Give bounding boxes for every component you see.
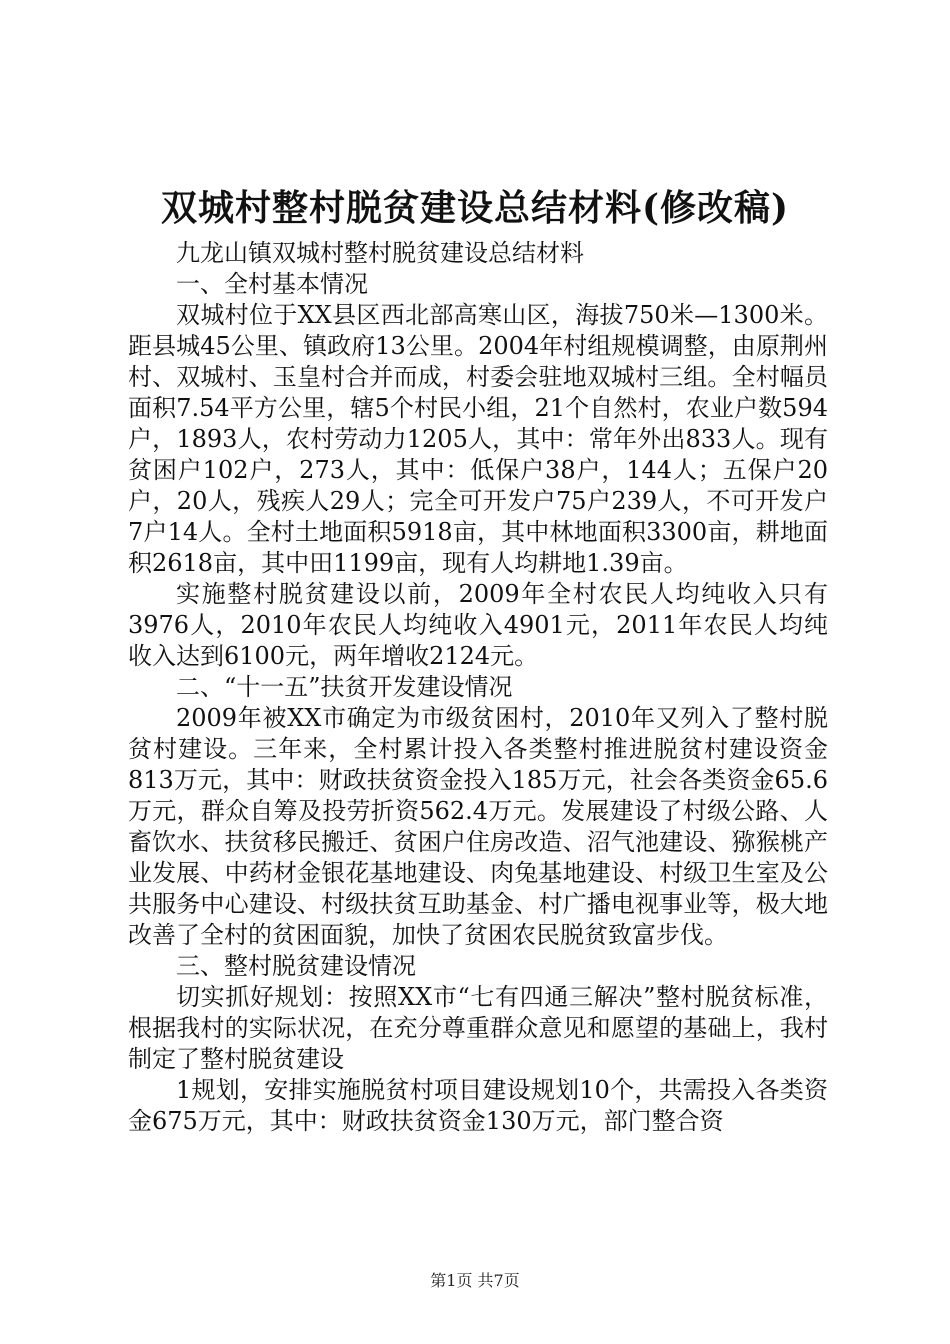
section-heading-3: 三、整村脱贫建设情况 [176,952,416,980]
planning-detail-paragraph: 1规划，安排实施脱贫村项目建设规划10个，共需投入各类资金675万元，其中：财政扶贫资金130万元，部门整合资 [128,1076,828,1135]
section-heading-2: 二、“十一五”扶贫开发建设情况 [176,673,513,701]
section-heading-1: 一、全村基本情况 [176,270,368,298]
development-paragraph: 2009年被XX市确定为市级贫困村，2010年又列入了整村脱贫村建设。三年来，全村累计投入各类整村推进脱贫村建设资金813万元，其中：财政扶贫资金投入185万元，社会各类资金65.6万元，群众自筹及投劳折资562.4万元。发展建设了村级公路、人畜饮水、扶贫移民搬迁、贫困户住房改造、沼气池建设、猕猴桃产业发展、中药材金银花基地建设、肉兔基地建设、村级卫生室及公共服务中心建设、村级扶贫互助基金、村广播电视事业等，极大地改善了全村的贫困面貌，加快了贫困农民脱贫致富步伐。 [128,704,828,949]
document-body [128,238,828,1137]
basic-info-paragraph: 双城村位于XX县区西北部高寒山区，海拔750米—1300米。距县城45公里、镇政府13公里。2004年村组规模调整，由原荆州村、双城村、玉皇村合并而成，村委会驻地双城村三组。全村幅员面积7.54平方公里，辖5个村民小组，21个自然村，农业户数594户，1893人，农村劳动力1205人，其中：常年外出833人。现有贫困户102户，273人，其中：低保户38户，144人；五保户20户，20人，残疾人29人；完全可开发户75户239人，不可开发户7户14人。全村土地面积5918亩，其中林地面积3300亩，耕地面积2618亩，其中田1199亩，现有人均耕地1.39亩。 [128,301,828,577]
document-title: 双城村整村脱贫建设总结材料(修改稿) [160,187,790,229]
income-paragraph: 实施整村脱贫建设以前，2009年全村农民人均纯收入只有3976人，2010年农民人均纯收入4901元，2011年农民人均纯收入达到6100元，两年增收2124元。 [128,580,828,670]
intro-paragraph: 九龙山镇双城村整村脱贫建设总结材料 [176,239,584,267]
page-number-footer: 第1页 共7页 [430,1271,520,1290]
planning-paragraph: 切实抓好规划：按照XX市“七有四通三解决”整村脱贫标准，根据我村的实际状况，在充分尊重群众意见和愿望的基础上，我村制定了整村脱贫建设 [128,983,828,1073]
